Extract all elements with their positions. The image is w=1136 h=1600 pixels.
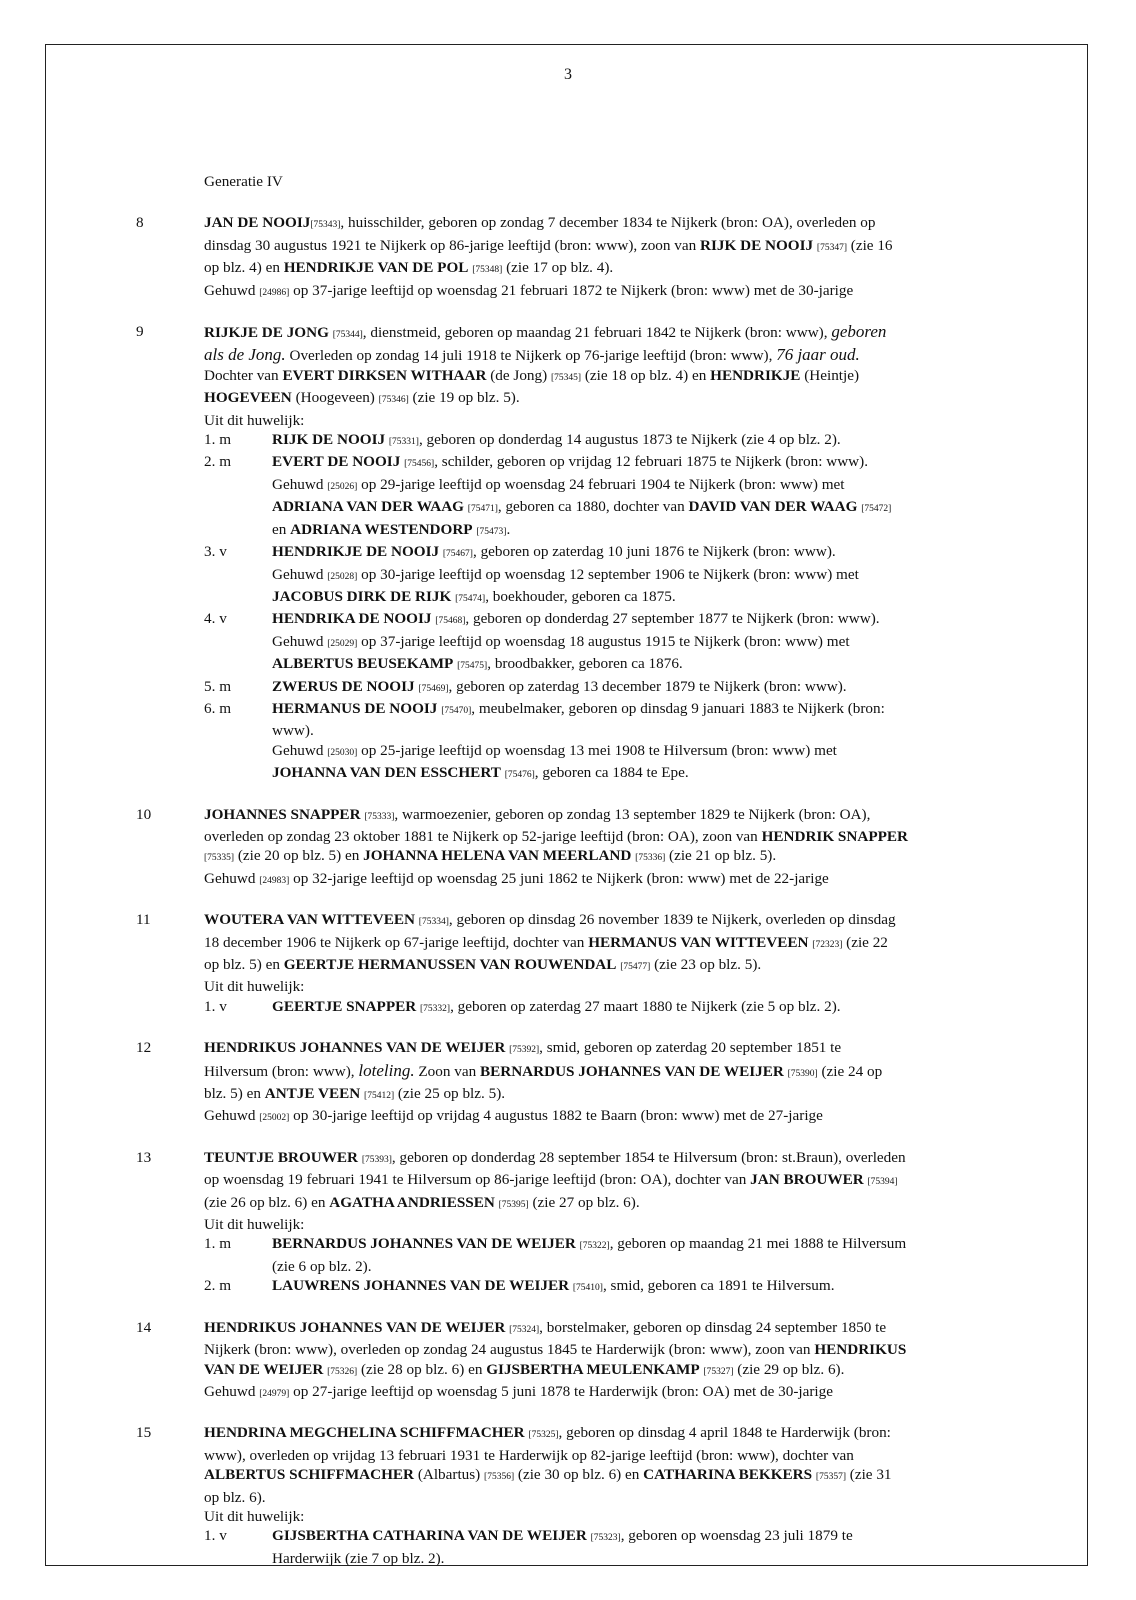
child-entry [204,1526,996,1568]
entry-number: 11 [136,911,151,929]
person-name: EVERT DE NOOIJ [272,453,401,471]
text-span: Gehuwd [272,565,328,583]
person-name: HERMANUS VAN WITTEVEEN [588,933,809,951]
text-line [272,1549,996,1568]
text-span: op blz. 6). [204,1488,266,1506]
text-span: Gehuwd [204,869,260,887]
text-span: dinsdag 30 augustus 1921 te Nijkerk op 86-jarige leeftijd (bron: www), zoon van [204,236,701,254]
text-span: , warmoezenier, geboren op zondag 13 september 1829 te Nijkerk (bron: OA), [394,805,871,823]
person-name: ZWERUS DE NOOIJ [272,677,415,695]
italic-note: als de Jong. [204,345,286,365]
record-ref: [75327] [703,1366,734,1377]
record-ref: [75324] [509,1324,540,1335]
text-span: (zie 31 [845,1466,892,1484]
text-span: , meubelmaker, geboren op dinsdag 9 januari 1883 te Nijkerk (bron: [471,699,885,717]
record-ref: [25029] [327,638,358,649]
text-line [272,475,996,497]
text-span: (Hoogeveen) [291,389,379,407]
text-span: 18 december 1906 te Nijkerk op 67-jarige leeftijd, dochter van [204,933,589,951]
text-span: , smid, geboren ca 1891 te Hilversum. [602,1277,835,1295]
genealogy-entry [136,1148,996,1299]
record-ref: [24979] [259,1388,290,1399]
text-span: (zie 24 op [817,1062,883,1080]
record-ref: [75395] [498,1199,529,1210]
generation-heading: Generatie IV [204,173,283,190]
person-name: RIJK DE NOOIJ [272,431,386,449]
text-line [204,322,996,345]
text-span: op 32-jarige leeftijd op woensdag 25 juni 1862 te Nijkerk (bron: www) met de 22-jarige [289,869,829,887]
text-line [204,1465,996,1487]
text-line [272,452,996,474]
genealogy-entry [136,910,996,1019]
text-line [204,955,996,977]
text-span: Uit dit huwelijk: [204,1507,305,1525]
child-entry [204,452,996,542]
record-ref: [25030] [327,747,358,758]
text-span: Dochter van [204,366,283,384]
text-span: (zie 21 op blz. 5). [665,847,777,865]
text-span: overleden op zondag 23 oktober 1881 te Nijkerk op 52-jarige leeftijd (bron: OA), zoon van [204,827,762,845]
record-ref: [75332] [420,1003,451,1014]
text-line [272,430,996,452]
text-span: , broodbakker, geboren ca 1876. [487,655,683,673]
text-span: op woensdag 19 februari 1941 te Hilversum op 86-jarige leeftijd (bron: OA), dochter van [204,1171,751,1189]
text-span: op 37-jarige leeftijd op woensdag 18 augustus 1915 te Nijkerk (bron: www) met [357,632,850,650]
text-span: blz. 5) en [204,1085,265,1103]
text-span: Uit dit huwelijk: [204,978,305,996]
text-span: op 27-jarige leeftijd op woensdag 5 juni 1878 te Harderwijk (bron: OA) met de 30-jarige [289,1382,833,1400]
child-number: 1. v [204,1527,227,1545]
person-name: ADRIANA VAN DER WAAG [272,498,464,516]
record-ref: [75467] [442,549,473,560]
text-line [272,654,996,676]
text-span: Zoon van [414,1062,480,1080]
genealogy-entry [136,322,996,786]
child-number: 2. m [204,1277,232,1295]
text-line [272,721,996,740]
record-ref: [75471] [467,504,498,515]
record-ref: [75348] [472,265,503,276]
person-name: JOHANNA HELENA VAN MEERLAND [363,847,632,865]
text-line [204,977,996,996]
text-span: (zie 22 [842,933,888,951]
text-span: Hilversum (bron: www), [204,1062,359,1080]
person-name: BERNARDUS JOHANNES VAN DE WEIJER [479,1062,784,1080]
text-span: (de Jong) [486,366,551,384]
text-span: Gehuwd [204,281,260,299]
person-name: EVERT DIRKSEN WITHAAR [282,366,487,384]
text-span: (zie 17 op blz. 4). [502,259,614,277]
person-name: GIJSBERTHA MEULENKAMP [486,1360,700,1378]
person-name: HENDRIKUS JOHANNES VAN DE WEIJER [204,1039,506,1057]
text-span: (zie 26 op blz. 6) en [204,1193,330,1211]
record-ref: [75343] [310,220,341,231]
text-line [204,411,996,430]
text-line [272,1257,996,1276]
record-ref: [75473] [476,526,507,537]
text-line [204,1488,996,1507]
text-line [204,366,996,388]
child-entry [204,609,996,676]
person-name: JOHANNA VAN DEN ESSCHERT [272,764,501,782]
text-span: , borstelmaker, geboren op dinsdag 24 september 1850 te [539,1318,887,1336]
person-name: HOGEVEEN [204,389,292,407]
text-span: , geboren op donderdag 27 september 1877 te Nijkerk (bron: www). [465,610,880,628]
text-span: Nijkerk (bron: www), overleden op zondag 24 augustus 1845 te Harderwijk (bron: www), zoon van [204,1341,815,1359]
text-span: , boekhouder, geboren ca 1875. [485,587,676,605]
text-line [272,609,996,631]
text-span: (zie 29 op blz. 6). [733,1360,845,1378]
text-line [272,677,996,699]
text-span: www). [272,722,314,740]
entry-number: 12 [136,1039,152,1057]
text-span: , geboren op woensdag 23 juli 1879 te [620,1527,853,1545]
text-line [204,846,996,868]
entry-number: 8 [136,214,144,232]
person-name: HENDRIKUS JOHANNES VAN DE WEIJER [204,1318,506,1336]
text-span: op 37-jarige leeftijd op woensdag 21 februari 1872 te Nijkerk (bron: www) met de 30-jarige [289,281,854,299]
record-ref: [75468] [435,616,466,627]
record-ref: [75472] [861,504,892,515]
text-line [204,345,996,365]
text-span: op 30-jarige leeftijd op vrijdag 4 augustus 1882 te Baarn (bron: www) met de 27-jarige [289,1107,823,1125]
record-ref: [25026] [327,481,358,492]
genealogy-entry [136,213,996,303]
text-span: op 30-jarige leeftijd op woensdag 12 september 1906 te Nijkerk (bron: www) met [357,565,859,583]
child-number: 5. m [204,677,232,695]
person-name: TEUNTJE BROUWER [204,1148,359,1166]
text-line [204,1318,996,1340]
record-ref: [75335] [204,853,235,864]
entry-number: 15 [136,1424,152,1442]
record-ref: [75390] [787,1068,818,1079]
person-name: HENDRINA MEGCHELINA SCHIFFMACHER [204,1424,525,1442]
person-name: ALBERTUS BEUSEKAMP [272,655,454,673]
text-span: en [272,520,291,538]
text-line [204,236,996,258]
record-ref: [24986] [259,287,290,298]
text-line [272,699,996,721]
text-line [204,1061,996,1084]
person-name: JAN BROUWER [750,1171,864,1189]
text-span: Gehuwd [204,1107,260,1125]
entry-number: 9 [136,323,144,341]
text-span: , geboren ca 1884 te Epe. [534,764,689,782]
record-ref: [75475] [457,661,488,672]
record-ref: [72323] [812,939,843,950]
text-line [272,497,996,519]
person-name: ADRIANA WESTENDORP [290,520,473,538]
record-ref: [75344] [332,330,363,341]
record-ref: [75456] [404,459,435,470]
entry-list [136,213,996,1568]
text-span: (zie 27 op blz. 6). [528,1193,640,1211]
record-ref: [75470] [441,705,472,716]
text-span: , geboren op dinsdag 4 april 1848 te Harderwijk (bron: [558,1424,891,1442]
entry-number: 13 [136,1148,152,1166]
italic-note: 76 jaar oud. [776,345,860,365]
text-span: (zie 30 op blz. 6) en [514,1466,644,1484]
person-name: HENDRIKJE DE NOOIJ [272,543,440,561]
text-line [204,1193,996,1215]
genealogy-entry [136,1423,996,1568]
person-name: HENDRIKJE VAN DE POL [283,259,469,277]
text-span: (zie 20 op blz. 5) en [234,847,364,865]
text-span: Harderwijk (zie 7 op blz. 2). [272,1549,445,1567]
person-name: GEERTJE HERMANUSSEN VAN ROUWENDAL [283,956,617,973]
text-line [272,763,996,785]
person-name: HENDRIK SNAPPER [761,827,908,845]
text-line [204,827,996,846]
text-span: op blz. 5) en [204,956,284,973]
person-name: RIJKJE DE JONG [204,324,329,342]
entry-number: 14 [136,1318,152,1336]
text-line [272,565,996,587]
record-ref: [75357] [815,1472,846,1483]
person-name: HERMANUS DE NOOIJ [272,699,438,717]
text-span: , dienstmeid, geboren op maandag 21 februari 1842 te Nijkerk (bron: www), [362,324,832,342]
text-line [272,1276,996,1298]
genealogy-entry [136,805,996,892]
person-name: DAVID VAN DER WAAG [688,498,858,516]
text-span: Gehuwd [272,741,328,759]
person-name: HENDRIKA DE NOOIJ [272,610,432,628]
person-name: ANTJE VEEN [264,1085,361,1103]
child-number: 2. m [204,453,232,471]
person-name: GEERTJE SNAPPER [272,997,417,1015]
text-span: , geboren op donderdag 14 augustus 1873 te Nijkerk (zie 4 op blz. 2). [418,431,841,449]
person-name: RIJK DE NOOIJ [700,236,814,254]
text-line [204,281,996,303]
person-name: VAN DE WEIJER [204,1360,324,1378]
text-line [204,1148,996,1170]
text-span: Gehuwd [272,632,328,650]
record-ref: [24983] [259,875,290,886]
person-name: JACOBUS DIRK DE RIJK [272,587,452,605]
text-line [204,1382,996,1404]
text-span: Gehuwd [204,1382,260,1400]
text-line [272,741,996,763]
text-span: . [506,520,511,538]
child-entry [204,699,996,786]
text-span: Uit dit huwelijk: [204,1216,305,1234]
child-number: 1. v [204,997,227,1015]
text-line [204,910,996,932]
record-ref: [75336] [635,853,666,864]
person-name: AGATHA ANDRIESSEN [329,1193,495,1211]
genealogy-entry [136,1318,996,1405]
child-number: 6. m [204,699,232,717]
record-ref: [75326] [327,1366,358,1377]
text-line [204,1507,996,1526]
record-ref: [75393] [361,1154,392,1165]
text-span: , geboren op zaterdag 13 december 1879 te Nijkerk (bron: www). [448,677,847,695]
text-span: (zie 28 op blz. 6) en [357,1360,487,1378]
text-line [272,587,996,609]
record-ref: [75333] [364,811,395,822]
text-line [204,869,996,891]
record-ref: [75334] [418,917,449,928]
record-ref: [75410] [572,1283,603,1294]
text-line [204,1446,996,1465]
text-line [204,258,996,280]
person-name: WOUTERA VAN WITTEVEEN [204,911,415,929]
record-ref: [75345] [550,372,582,383]
text-span: , geboren op donderdag 28 september 1854 te Hilversum (bron: st.Braun), overleden [391,1148,906,1166]
record-ref: [75325] [528,1430,559,1441]
child-number: 1. m [204,1235,232,1253]
text-line [272,632,996,654]
text-span: , smid, geboren op zaterdag 20 september 1851 te [539,1039,842,1057]
record-ref: [75469] [418,683,449,694]
record-ref: [75347] [816,242,847,253]
record-ref: [25002] [259,1113,290,1124]
text-span: (zie 18 op blz. 4) en [581,366,711,384]
text-line [204,1170,996,1192]
text-span: (zie 25 op blz. 5). [394,1085,506,1103]
child-entry [204,1234,996,1276]
text-span: , geboren op zaterdag 10 juni 1876 te Nijkerk (bron: www). [472,543,836,561]
text-line [272,520,996,542]
text-line [272,997,996,1019]
person-name: ALBERTUS SCHIFFMACHER [204,1466,415,1484]
record-ref: [75356] [484,1472,515,1483]
text-span: (zie 6 op blz. 2). [272,1257,372,1275]
person-name: BERNARDUS JOHANNES VAN DE WEIJER [272,1235,576,1253]
text-span: Gehuwd [272,475,328,493]
text-line [204,1038,996,1060]
text-line [204,933,996,955]
genealogy-entry [136,1038,996,1129]
text-line [204,1423,996,1445]
child-entry [204,430,996,452]
child-entry [204,677,996,699]
text-span: , geboren op dinsdag 26 november 1839 te Nijkerk, overleden op dinsdag [448,911,896,929]
child-number: 4. v [204,610,227,628]
record-ref: [75346] [378,395,409,406]
text-span: (Heintje) [800,366,860,384]
record-ref: [75474] [455,593,486,604]
record-ref: [25028] [327,571,358,582]
record-ref: [75322] [579,1241,610,1252]
text-span: , geboren op maandag 21 mei 1888 te Hilversum [609,1235,907,1253]
person-name: HENDRIKJE [710,366,801,384]
text-span: , geboren op zaterdag 27 maart 1880 te Nijkerk (zie 5 op blz. 2). [450,997,841,1015]
person-name: GIJSBERTHA CATHARINA VAN DE WEIJER [272,1527,587,1545]
text-span: Uit dit huwelijk: [204,411,305,429]
text-line [272,1234,996,1256]
record-ref: [75392] [509,1045,540,1056]
document-body [136,172,996,1587]
text-span: (zie 19 op blz. 5). [408,389,520,407]
child-entry [204,997,996,1019]
person-name: JAN DE NOOIJ [204,214,311,232]
record-ref: [75476] [504,770,535,781]
text-span: (zie 23 op blz. 5). [650,956,762,973]
text-span: op blz. 4) en [204,259,284,277]
record-ref: [75477] [620,962,651,972]
text-line [204,1340,996,1359]
text-line [204,213,996,235]
text-span: op 25-jarige leeftijd op woensdag 13 mei 1908 te Hilversum (bron: www) met [357,741,837,759]
child-entry [204,1276,996,1298]
text-line [204,388,996,410]
person-name: CATHARINA BEKKERS [643,1466,813,1484]
text-span: www), overleden op vrijdag 13 februari 1931 te Harderwijk op 82-jarige leeftijd (bron: www), dochter van [204,1446,854,1464]
page-number: 3 [564,66,572,83]
text-span: op 29-jarige leeftijd op woensdag 24 februari 1904 te Nijkerk (bron: www) met [357,475,845,493]
person-name: JOHANNES SNAPPER [204,805,361,823]
text-line [204,1106,996,1128]
child-entry [204,542,996,609]
person-name: HENDRIKUS [814,1341,907,1359]
text-span: , geboren ca 1880, dochter van [497,498,689,516]
text-span: (zie 16 [846,236,893,254]
text-line [204,1215,996,1234]
person-name: LAUWRENS JOHANNES VAN DE WEIJER [272,1277,570,1295]
text-span: , huisschilder, geboren op zondag 7 december 1834 te Nijkerk (bron: OA), overleden op [340,214,876,232]
italic-note: geboren [831,322,887,342]
entry-number: 10 [136,805,152,823]
italic-note: loteling. [358,1060,415,1080]
record-ref: [75394] [867,1177,898,1188]
text-line [204,805,996,827]
child-number: 1. m [204,431,232,449]
child-number: 3. v [204,543,227,561]
record-ref: [75323] [590,1533,621,1544]
text-line [272,1526,996,1548]
text-span: (Albartus) [414,1466,485,1484]
text-span: Overleden op zondag 14 juli 1918 te Nijkerk op 76-jarige leeftijd (bron: www), [285,347,777,365]
record-ref: [75412] [364,1091,395,1102]
text-line [204,1084,996,1106]
text-line [204,1360,996,1382]
record-ref: [75331] [388,437,419,448]
text-line [272,542,996,564]
text-span: , schilder, geboren op vrijdag 12 februari 1875 te Nijkerk (bron: www). [434,453,868,471]
